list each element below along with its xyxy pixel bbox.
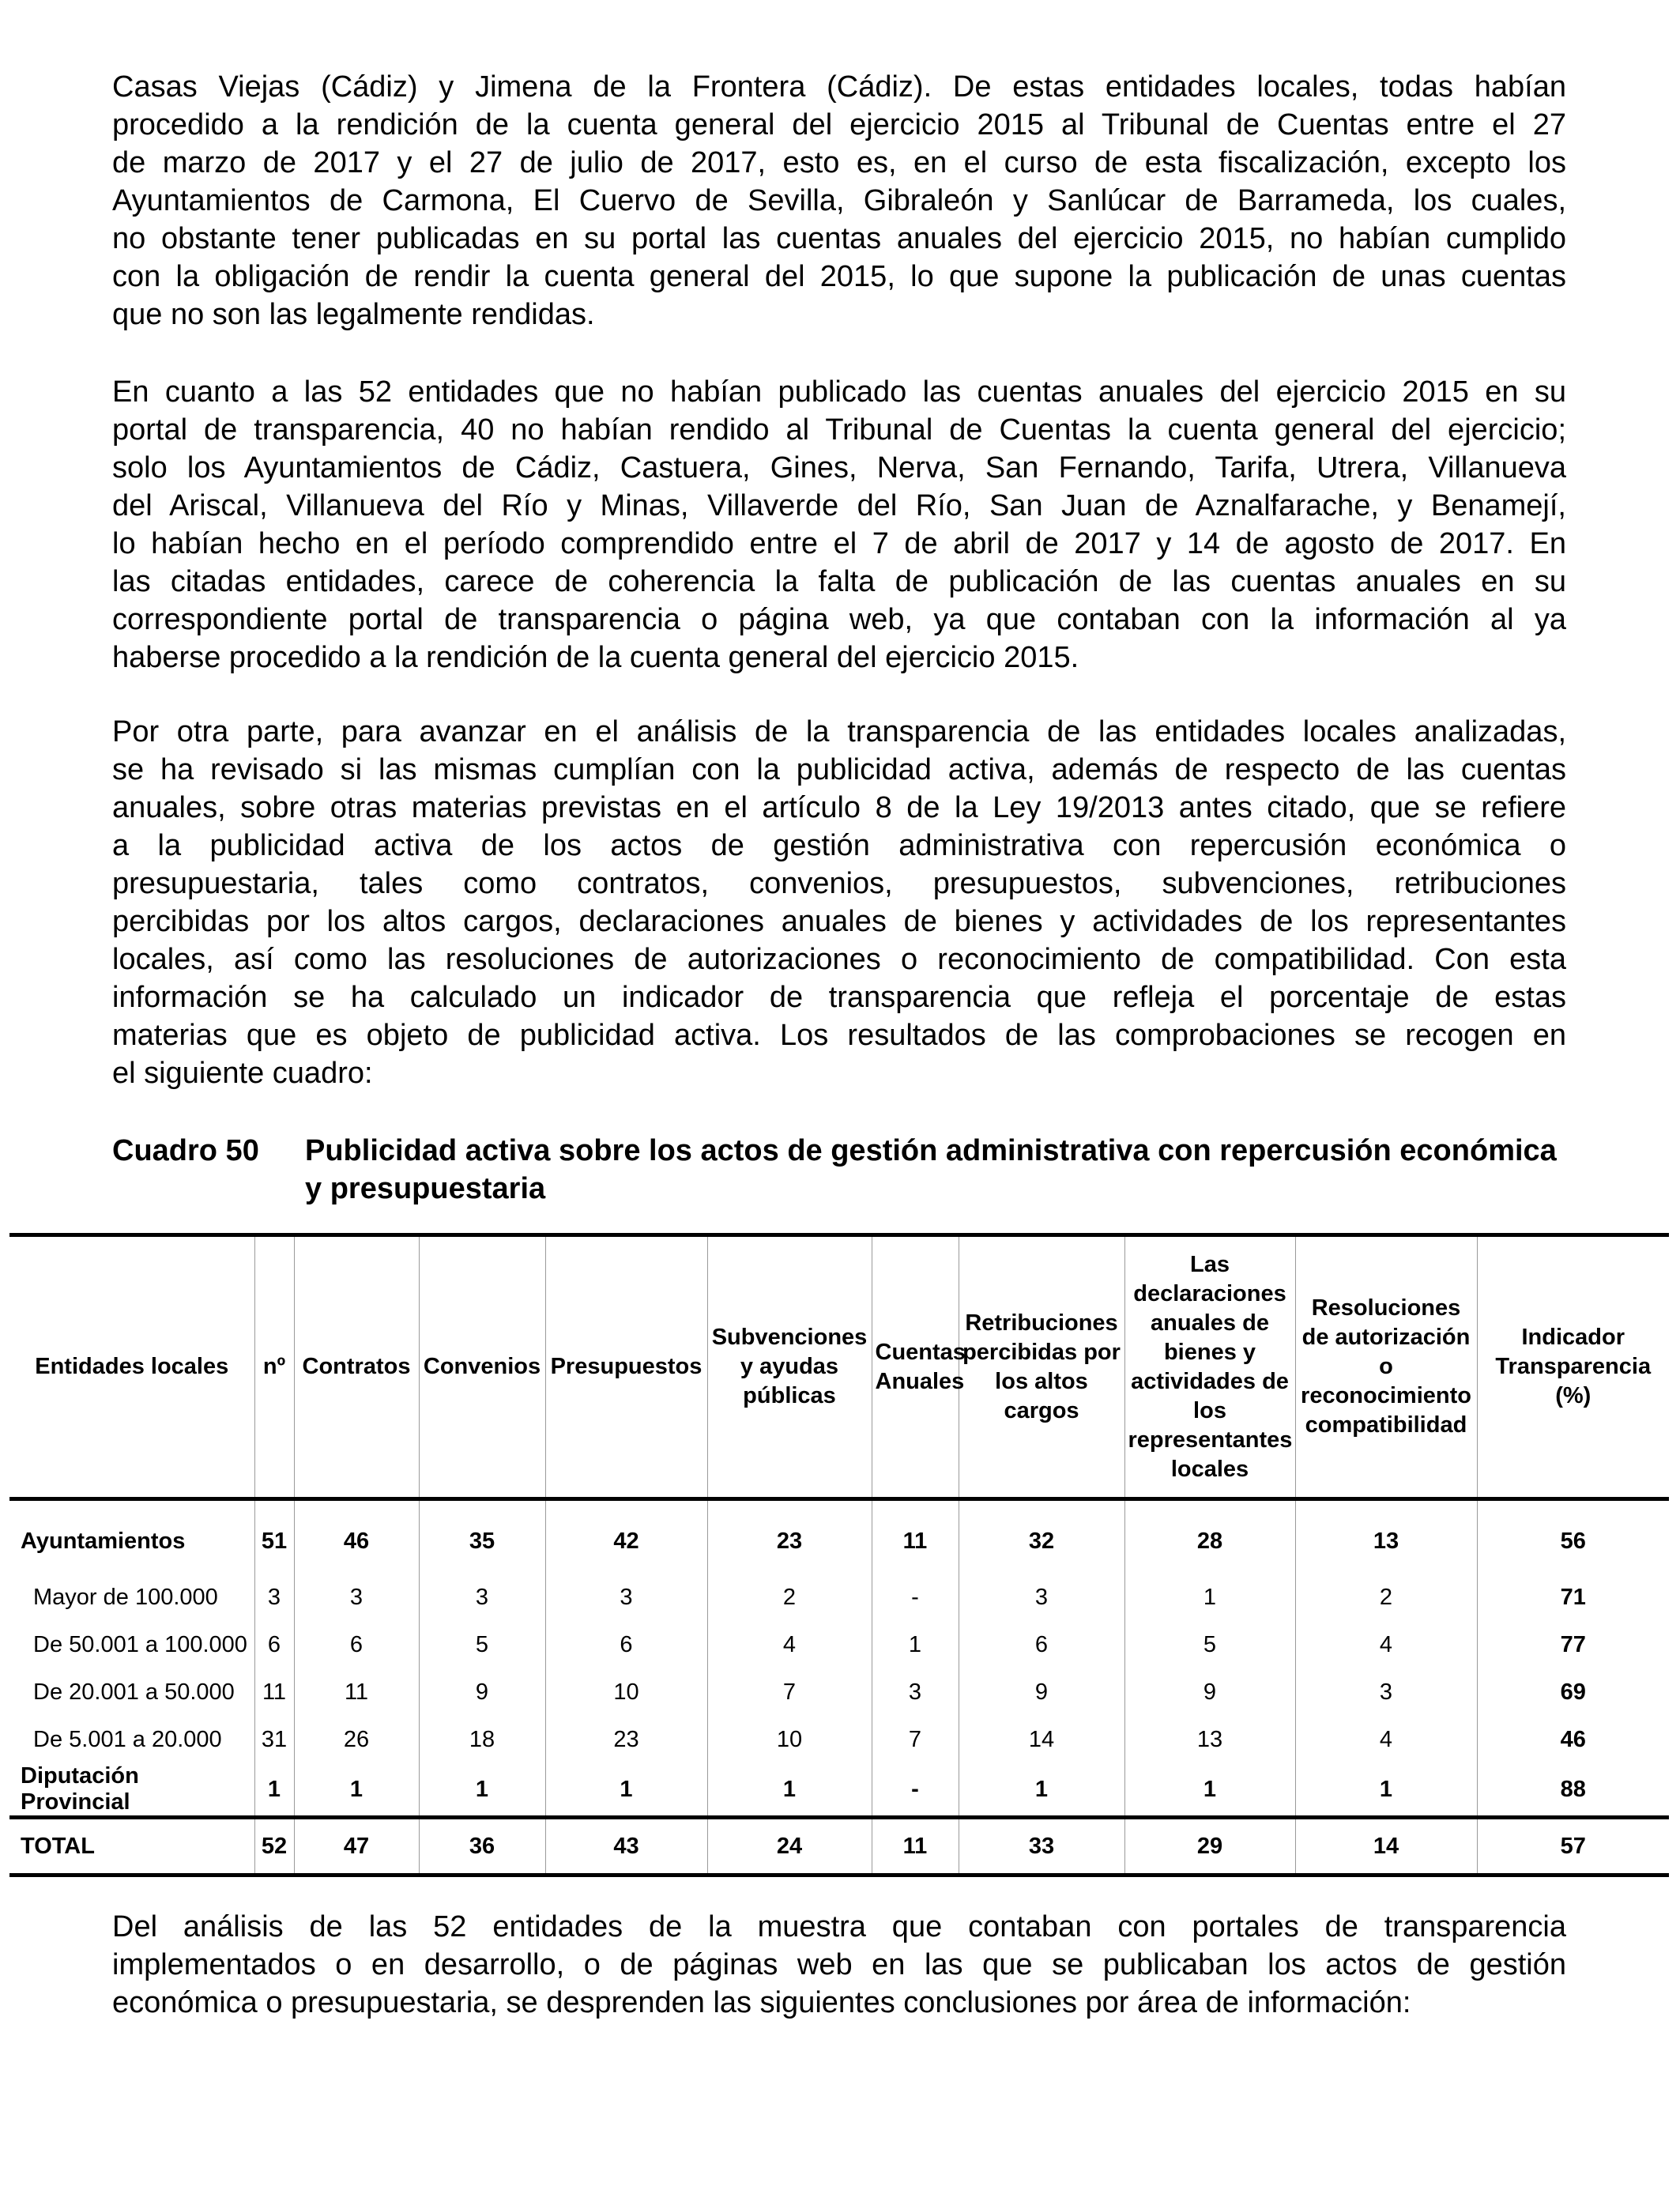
text-line: el siguiente cuadro:: [112, 1057, 373, 1090]
text-line: lo habían hecho en el período comprendido entre el 7 de abril de 2017 y 14 de agosto de 2017. En: [112, 527, 1566, 560]
text-line: implementados o en desarrollo, o de páginas web en las que se publicaban los actos de gestión: [112, 1948, 1566, 1981]
table-cell: 1: [419, 1763, 545, 1818]
text-line: percibidas por los altos cargos, declaraciones anuales de bienes y actividades de los representantes: [112, 905, 1566, 938]
table-cell: 3: [959, 1574, 1124, 1621]
header-cell: Cuentas Anuales: [872, 1235, 959, 1499]
table-cell: 11: [254, 1668, 294, 1716]
caption-number: Cuadro 50: [112, 1134, 259, 1167]
table-cell: 2: [1295, 1574, 1477, 1621]
table-cell: 56: [1560, 1528, 1586, 1554]
paragraph-3: [112, 713, 1566, 1092]
table-cell: 4: [1295, 1621, 1477, 1668]
table-cell: 11: [294, 1668, 419, 1716]
table-cell: De 50.001 a 100.000: [9, 1621, 254, 1668]
table-cell: 23: [707, 1499, 872, 1574]
text-line: Casas Viejas (Cádiz) y Jimena de la Frontera (Cádiz). De estas entidades locales, todas habían: [112, 70, 1566, 104]
text-line: En cuanto a las 52 entidades que no habían publicado las cuentas anuales del ejercicio 2015 en su: [112, 375, 1566, 409]
text-line: del Ariscal, Villanueva del Río y Minas, Villaverde del Río, San Juan de Aznalfarache, y Benamejí,: [112, 489, 1566, 522]
text-line: información se ha calculado un indicador de transparencia que refleja el porcentaje de estas: [112, 981, 1566, 1014]
table-cell: 57: [1477, 1818, 1669, 1875]
table-cell: 1: [294, 1763, 419, 1818]
table-cell: 69: [1560, 1679, 1586, 1705]
table-cell: 33: [959, 1818, 1124, 1875]
text-line: solo los Ayuntamientos de Cádiz, Castuera, Gines, Nerva, San Fernando, Tarifa, Utrera, Villanueva: [112, 451, 1566, 484]
table-cell: 5: [1124, 1621, 1295, 1668]
table-total-row: [9, 1818, 1669, 1875]
table-cell: 24: [707, 1818, 872, 1875]
text-line: presupuestaria, tales como contratos, convenios, presupuestos, subvenciones, retribuciones: [112, 867, 1566, 900]
header-cell: Las declaraciones anuales de bienes y actividades de los representantes locales: [1124, 1235, 1295, 1499]
table-cell: 23: [545, 1716, 707, 1763]
table-cell: 46: [294, 1499, 419, 1574]
table-cell: 3: [419, 1574, 545, 1621]
header-cell: Resoluciones de autorización o reconocimiento compatibilidad: [1295, 1235, 1477, 1499]
table-cell: -: [872, 1763, 959, 1818]
table-cell: 6: [294, 1621, 419, 1668]
header-cell: Indicador Transparencia (%): [1477, 1235, 1669, 1499]
table-cell: 47: [294, 1818, 419, 1875]
text-line: a la publicidad activa de los actos de gestión administrativa con repercusión económica o: [112, 829, 1566, 862]
table-cell: 3: [294, 1574, 419, 1621]
table-cell: 1: [1124, 1763, 1295, 1818]
table-cell: 1: [959, 1763, 1124, 1818]
header-cell: Presupuestos: [545, 1235, 707, 1499]
paragraph-1: [112, 68, 1566, 334]
table-cell: 29: [1124, 1818, 1295, 1875]
table-cell: 9: [959, 1668, 1124, 1716]
table-cell: 11: [872, 1818, 959, 1875]
text-line: económica o presupuestaria, se desprenden las siguientes conclusiones por área de información:: [112, 1986, 1411, 2019]
table-cell: 9: [419, 1668, 545, 1716]
table-row: [9, 1716, 1669, 1763]
table-cell: De 5.001 a 20.000: [9, 1716, 254, 1763]
table-cell: 35: [419, 1499, 545, 1574]
text-line: materias que es objeto de publicidad activa. Los resultados de las comprobaciones se recogen en: [112, 1019, 1566, 1052]
publicidad-activa-table: [9, 1233, 1669, 1877]
table-cell: 11: [872, 1499, 959, 1574]
header-cell: Contratos: [294, 1235, 419, 1499]
table-cell: 14: [1295, 1818, 1477, 1875]
table-cell: 52: [254, 1818, 294, 1875]
table-cell: 3: [1295, 1668, 1477, 1716]
table-cell: -: [872, 1574, 959, 1621]
table-cell: 10: [545, 1668, 707, 1716]
paragraph-4: [112, 1908, 1566, 2022]
table-cell: 7: [872, 1716, 959, 1763]
table-cell: 9: [1124, 1668, 1295, 1716]
text-line: con la obligación de rendir la cuenta general del 2015, lo que supone la publicación de unas cuentas: [112, 260, 1566, 293]
table-cell: 3: [545, 1574, 707, 1621]
header-cell: Convenios: [419, 1235, 545, 1499]
text-line: las citadas entidades, carece de coherencia la falta de publicación de las cuentas anuales en su: [112, 565, 1566, 598]
header-cell: Retribuciones percibidas por los altos cargos: [959, 1235, 1124, 1499]
text-line: Ayuntamientos de Carmona, El Cuervo de Sevilla, Gibraleón y Sanlúcar de Barrameda, los cuales,: [112, 184, 1566, 217]
table-cell: 31: [254, 1716, 294, 1763]
table-cell: 14: [959, 1716, 1124, 1763]
table-cell: 3: [872, 1668, 959, 1716]
table-cell: Diputación Provincial: [9, 1763, 254, 1818]
table-cell: 77: [1560, 1631, 1586, 1657]
table-cell: De 20.001 a 50.000: [9, 1668, 254, 1716]
table-cell: 1: [872, 1621, 959, 1668]
table-cell: 46: [1560, 1726, 1586, 1752]
text-line: locales, así como las resoluciones de autorizaciones o reconocimiento de compatibilidad. Con esta: [112, 943, 1566, 976]
table-cell: 13: [1295, 1499, 1477, 1574]
table-header-row: [9, 1235, 1669, 1499]
table-cell: 36: [419, 1818, 545, 1875]
table-cell: 43: [545, 1818, 707, 1875]
table-cell: Ayuntamientos: [9, 1499, 254, 1574]
table-row: [9, 1574, 1669, 1621]
text-line: Del análisis de las 52 entidades de la muestra que contaban con portales de transparencia: [112, 1910, 1566, 1943]
text-line: procedido a la rendición de la cuenta general del ejercicio 2015 al Tribunal de Cuentas entre el 27: [112, 108, 1566, 141]
table-cell: 28: [1124, 1499, 1295, 1574]
paragraph-2: [112, 373, 1566, 677]
table-cell: 1: [1124, 1574, 1295, 1621]
table-cell: 18: [419, 1716, 545, 1763]
table-cell: Mayor de 100.000: [9, 1574, 254, 1621]
text-line: haberse procedido a la rendición de la cuenta general del ejercicio 2015.: [112, 641, 1079, 674]
table-cell: 26: [294, 1716, 419, 1763]
caption-title: Publicidad activa sobre los actos de gestión administrativa con repercusión económica y presupuestaria: [305, 1134, 1557, 1205]
table-row: [9, 1763, 1669, 1818]
table-cell: 13: [1124, 1716, 1295, 1763]
table-cell: 6: [254, 1621, 294, 1668]
text-line: se ha revisado si las mismas cumplían con la publicidad activa, además de respecto de las cuentas: [112, 753, 1566, 786]
text-line: Por otra parte, para avanzar en el análisis de la transparencia de las entidades locales analizadas,: [112, 715, 1566, 748]
header-cell: Subvenciones y ayudas públicas: [707, 1235, 872, 1499]
table-cell: 4: [1295, 1716, 1477, 1763]
table-cell: 5: [419, 1621, 545, 1668]
table-cell: 2: [707, 1574, 872, 1621]
table-cell: 6: [959, 1621, 1124, 1668]
table-cell: 10: [707, 1716, 872, 1763]
text-line: portal de transparencia, 40 no habían rendido al Tribunal de Cuentas la cuenta general del ejercicio;: [112, 413, 1566, 447]
text-line: correspondiente portal de transparencia o página web, ya que contaban con la información al ya: [112, 603, 1566, 636]
table-row: [9, 1668, 1669, 1716]
table-row: [9, 1499, 1669, 1574]
table-cell: 1: [545, 1763, 707, 1818]
table-row: [9, 1621, 1669, 1668]
header-cell: Entidades locales: [9, 1235, 254, 1499]
header-cell: nº: [254, 1235, 294, 1499]
table-cell: 6: [545, 1621, 707, 1668]
table-cell: 1: [1295, 1763, 1477, 1818]
text-line: anuales, sobre otras materias previstas en el artículo 8 de la Ley 19/2013 antes citado, que se refiere: [112, 791, 1566, 824]
table-cell: 42: [545, 1499, 707, 1574]
table-cell: 7: [707, 1668, 872, 1716]
table-cell: 1: [707, 1763, 872, 1818]
table-cell: 32: [959, 1499, 1124, 1574]
table-cell: 1: [254, 1763, 294, 1818]
table-cell: 3: [254, 1574, 294, 1621]
text-line: que no son las legalmente rendidas.: [112, 298, 595, 331]
table-cell: 71: [1560, 1584, 1586, 1610]
text-line: de marzo de 2017 y el 27 de julio de 2017, esto es, en el curso de esta fiscalización, excepto los: [112, 146, 1566, 179]
text-line: no obstante tener publicadas en su portal las cuentas anuales del ejercicio 2015, no habían cumplido: [112, 222, 1566, 255]
table-cell: 88: [1560, 1776, 1586, 1802]
table-cell: TOTAL: [9, 1818, 254, 1875]
table-cell: 51: [254, 1499, 294, 1574]
table-cell: 4: [707, 1621, 872, 1668]
